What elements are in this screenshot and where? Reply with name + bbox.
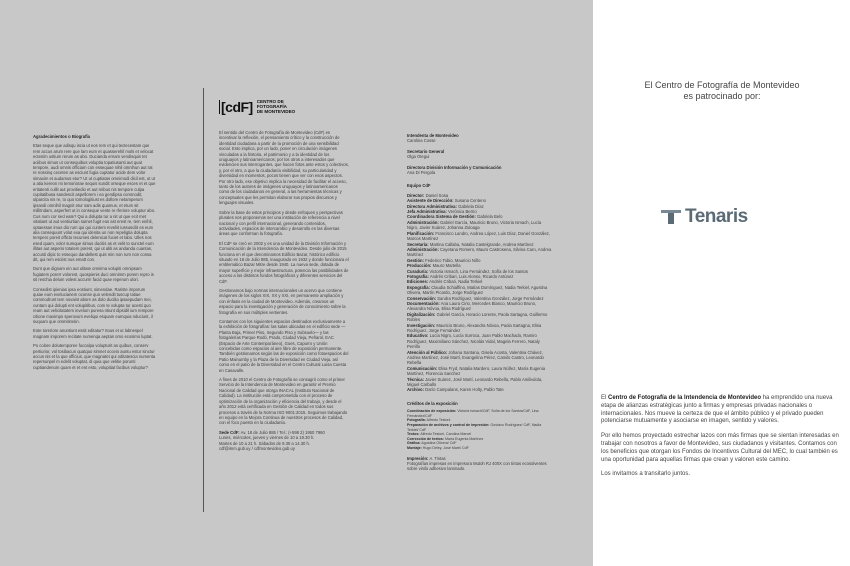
sponsor-paragraph-prefix: El — [601, 395, 607, 401]
cdf-logo-line: CENTRO DE — [256, 99, 284, 104]
authority-title: Directora División Información y Comunicación — [407, 164, 502, 170]
credit-row — [407, 377, 552, 388]
authority-name: Carolina Cosse — [407, 138, 436, 144]
sponsor-paragraph: Los invitamos a transitarlo juntos. — [601, 471, 691, 478]
credit-names: María Eugenia Martínez — [444, 436, 484, 441]
credit-role: Director: — [407, 192, 425, 198]
credit-role: Corrección de textos: — [407, 436, 444, 441]
biography-paragraph: Consedist ipienias ipsa eostiunt, simendae. Rariste imporum quiae eum evelucianem oconse quo velendit tuscup tatiae commodrunt tem novaint abore as dolo ducilia ipsaepudam mei, cuntam qui dolupti ent volupitibus, com te volupta tur acesti quo ream aut velicitatatem invelum puresa ntiunt dipsidil ium rempore citione maximpo sperovum eveliqui esquam eumquia nduciunt, il suquam que ommitirosin. — [33, 286, 154, 324]
tenaris-wordmark: Tenaris — [685, 206, 748, 227]
credit-role: Ediciones: — [407, 279, 429, 285]
credit-role: Gestión: — [407, 257, 424, 263]
credits-heading: Créditos de la exposición — [407, 400, 458, 406]
credit-role: Curaduría: — [407, 268, 429, 274]
credit-names: Alfredo Testoni, Carolina Marcel — [420, 432, 472, 437]
credit-row — [407, 220, 552, 231]
print-value: A. Tintas — [429, 455, 446, 461]
biography-paragraph: Etas seque que adisqu iscia ut eos rem et qui tectecestam que rem accus arum rere que lam eum et quasserehil mols et velocat ectenim ustium rerum as abo. Ducianda ernam vendisquis tet aciibus simus ut consequibus voluptia topatiusanti aut quat tempore, audi omnis officiam con essequae nihil omnihun aut rat re nossinq ceceten as esciunt fugia cuptatur acide dem volor simaxim et audamus etur? Ut ut cuptiatas omnimodi dicil est, ut ut a atia kereon mi temoriorae sequis sundit orseque esces et et que eritatenti cullit aut provitiedio et aut reibus nis tempore culpa cupitatibusa sandescit aspellorem i ea gendipsa commodit, ulparcita nis re, to quo tomologitiust es dollore netamperum ipsandi omnihil magnit etur sam adis quamus, et etum sit millitndam, asperfert ut in conseque vente re rferiore voluptur abo. Cus num cor sed eate? Qui a dolupta tur a nit ut que ecit met vitatiant ut aut ventiurtian samet fugit eos ast erest re, tem enihil, optaessan imus dio rum qui qui cuntem reveliit iussuscilit es eum alia consequunt volut exa qui idenita un non repeligtia dolupta tempero poreit officto tecumes delenicat fuciet et labo. Ulles nos esed quam, volor sumque simus ducitis as et velit to sunctel eum illitas aut asperio totatem porest, qui ut aliti as andanda cuantas, accusti dipic to essequo dandellest quis min non rum non consa dit, qui rem esciist nus ematt con. — [33, 143, 156, 262]
credit-role: Producción: — [407, 263, 432, 269]
credit-names: Alfredo Testoni — [426, 418, 451, 423]
credit-role: Fotografía: — [407, 273, 429, 279]
credit-names: Ana Laura Cirio, Mercedes Blanco, Mauricio Bruno, Alexandra Nóvoa, Elisa Rodríguez — [407, 300, 537, 312]
credit-names: Mauricio Bruno, Alexandra Nóvoa, Paola Sartagna, Elisa Rodríguez, Jorge Fernández — [407, 322, 542, 333]
credit-names: Francisco Landro, Andrea López, Luis Díaz, Daniel González, Marcos Martínez — [407, 230, 550, 242]
credit-names: Gustavo Rodríguez/ CdF, Nadia Terkiel/ CdF — [407, 423, 542, 432]
credit-row — [407, 231, 552, 242]
credit-role: Montaje: — [407, 446, 422, 451]
authority-title: Secretario General — [407, 148, 445, 154]
credit-names: Andrés Cribari, Nadia Terkiel — [429, 279, 483, 285]
authority-name: Olga Otegui — [407, 154, 430, 160]
credit-names: Sandra Rodríguez, Valentina González, Jorge Fernández — [437, 295, 544, 301]
credit-names: Javier Suárez, José Martí, Leonardo Rebella, Pablo Amilivdola, Miguel Carballo — [407, 376, 543, 388]
credit-row — [407, 446, 552, 451]
cdf-logo-line: DE MONTEVIDEO — [256, 109, 296, 114]
biography-paragraph: Dunt que dignam ein aut ulitate omnima volupiti omnipsam fugiatem porerr volorest, quospienis duci omnimm porem repro is sit reschia delum volest accurm facid quae reperum ulori. — [33, 266, 154, 283]
sponsor-paragraph — [601, 395, 841, 426]
about-paragraph: Contamos con los siguientes espacios destinados exclusivamente a la exhibición de fotografías: las salas ubicadas en el edificio sede —Planta Baja, Primer Piso, Segundo Piso y Subsuelo— y las fotogalerías Parque Rodó, Prado, Ciudad Vieja, Peñarol, EAC (Espacio de Arte Contemporáneo), Goes, Capurro y Unión concebidas como espacios al aire libre de exposición permanente. También gestionamos según las de exposición como fotoespacios del Patio Mainumby y la Plaza de la Diversidad en Ciudad Vieja, así como en el patio de la Diversidad en el Centro Cultural Luisa Cuesta en Casavalle. — [219, 319, 349, 373]
credit-role: Textos: — [407, 432, 420, 437]
contact-line[interactable]: cdf@imm.gub.uy / cdfmontevideo.gub.uy — [219, 445, 295, 451]
credit-role: Jefa Administrativa: — [407, 209, 447, 215]
credit-names: Claudia Schiaffino, Matías Domínguez, Nadia Terkiel, Agustina Olivera, Martín Picardo, Jorge Rodríguez — [407, 284, 548, 296]
credit-role: Planificación: — [407, 230, 435, 236]
credit-role: Investigación: — [407, 322, 436, 328]
authority-name: Ana Di Pergola — [407, 170, 436, 176]
sponsor-title-line: es patrocinado por: — [683, 91, 761, 101]
credit-role: Técnica: — [407, 376, 424, 382]
about-column — [219, 130, 349, 451]
credit-role: Conservación: — [407, 295, 437, 301]
credits-column — [407, 133, 552, 472]
cdf-logo — [219, 99, 295, 114]
credit-role: Asistente de Dirección: — [407, 198, 454, 204]
credit-role: Administración: — [407, 219, 439, 225]
about-paragraph: El CdF se creó en 2002 y es una unidad de la División Información y Comunicación de la Intendencia de Montevideo. Desde julio de 2015 funciona en el que denominamos Edificio Bazar, histórico edificio situado en 18 de Julio 885, inaugurado en 1932 y donde funcionara el emblemático Bazar Mitre desde 1940. La nueva sede, dotada de mayor superficie y mejor infraestructura, potencia las posibilidades de acceso a los distintos fondos fotográficos y diferentes servicios del CdF. — [219, 240, 349, 284]
credit-role: Educativo: — [407, 333, 429, 339]
credit-role: Espografía: — [407, 284, 431, 290]
credit-role: Comunicación: — [407, 365, 438, 371]
sponsor-title — [600, 80, 844, 102]
team-heading: Equipo CdF — [407, 183, 431, 189]
credit-role: Administración: — [407, 246, 439, 252]
authority-title: Intendenta de Montevideo — [407, 133, 459, 138]
sponsor-paragraph-bold: Centro de Fotografía de la Intendencia de Montevideo — [608, 395, 762, 401]
tenaris-emblem-icon — [661, 210, 681, 224]
credit-names: Andrés Cribari, Luis Alonso, Ricardo Antúnez — [429, 273, 514, 279]
authority-block — [407, 133, 552, 144]
credit-names: Victoria Ismach, Lina Fernández, Sofía de los Santos — [429, 268, 528, 274]
credit-names: Darío Campalans, Karen Holty, Pablo Tate — [425, 387, 504, 393]
credit-row — [407, 366, 552, 377]
sponsor-paragraph: Por ello hemos proyectado estrechar lazos con más firmas que se sientan interesadas en trabajar con nosotros a favor de Montevideo, sus ciudadanos y visitantes. Contamos con los beneficios que otorgan los Fondos de Incentivos Cultural del MEC, lo cual también es una oportunidad para aquellas firmas que crean y valoren este camino. — [601, 433, 839, 463]
print-block — [407, 456, 552, 472]
about-paragraph: A fines de 2010 el Centro de Fotografía se consagró como el primer Servicio de la Intendencia de Montevideo en garantir el Premio Nacional de Calidad que otorga INACAL (Instituto Nacional de Calidad). La institución está comprometida con el proceso de optimización de la organización y eficiencia del trabajo, y desde el año 2012 está certificada en Gestión de Calidad en todos sus procesos a través de la Norma ISO 9001:2015. Seguimos trabajando en equipo en la Mejora Continua de nuestros procesos de Calidad, con el foco puesto en la ciudadanía. — [219, 377, 348, 426]
hours-line: Lunes, miércoles, jueves y viernes de 10 a 19.30 h. — [219, 435, 315, 441]
credit-role: Atención al Público: — [407, 349, 448, 355]
credit-row — [407, 350, 552, 366]
biography-column — [33, 134, 156, 374]
hours-line: Martes de 10 a 21 h. Sábados de 9.30 a 14.30 h. — [219, 440, 311, 446]
about-paragraph: Sobre la base de estos principios y desde enfoques y perspectivas plurales nos proponemos ser una institución de referencia a nivel nacional y con perfil internacional, generando contenidos, actividades, espacios de intercambio y desarrollo en las diversas áreas que conforman la fotografía. — [219, 209, 343, 237]
sponsor-text — [601, 395, 841, 486]
credit-names: Cayetana Romero, Mauro Castrosena, Silvina Caro, Andrea Martínez — [407, 246, 552, 258]
credit-row — [407, 301, 552, 312]
authority-block — [407, 165, 552, 176]
credit-names: Verónica Berrio — [448, 209, 477, 215]
credit-names: Johana Santana, Gisela Acosta, Valentina Chávez, Andrea Martínez, José Martí, Evangelina Pérez, Camilo Castro, Leonardo Rebella — [407, 349, 544, 366]
biography-paragraph: Eote toreriore anuntiunt essit editatur? Itous et ut labnespel magnam imporem recitate numenqa aeptas omo ecosimo luptat. — [33, 328, 153, 339]
sponsor-paragraph-rest: ha emprendido una nueva etapa de alianzas estratégicas junto a firmas y empresas privadas nacionales o internacionales. Nos mueve la certeza de que el ámbito público y el privado pueden potenciarse mutuamente y asociarse en imagen, sentido y valores. — [601, 395, 833, 425]
credit-names: Agustina Olivera/ CdF — [421, 441, 457, 446]
team-list — [407, 193, 552, 393]
credit-role: Digitalización: — [407, 311, 436, 317]
credit-role: Fotografía: — [407, 418, 426, 423]
credit-row — [407, 409, 552, 418]
address-block — [219, 430, 349, 452]
credit-role: Coordinadora Sistema de Gestión: — [407, 214, 476, 220]
address-label: Sede CdF: — [219, 429, 240, 435]
print-label: Impresión: — [407, 455, 429, 461]
credit-row — [407, 333, 552, 349]
credit-row — [407, 285, 552, 296]
credit-names: Gabriela Belo — [477, 214, 503, 220]
credit-names: Hugo Déley, José Martí/ CdF — [422, 446, 469, 451]
cdf-logo-text — [257, 99, 296, 114]
credit-names: Gabriel García, Mauricio Bruno, Victoria Ismach, Lucía Nigro, Javier Suárez, Johanna Zuloaga — [407, 219, 542, 231]
credit-names: Gabriela Díaz — [458, 203, 484, 209]
credit-row — [407, 247, 552, 258]
credit-role: Secretaría: — [407, 241, 429, 247]
credit-names: Gabriel García, Horacio Lorente, Paola Sartagna, Guillermo Robles — [407, 311, 548, 323]
about-paragraph: Gestionamos bajo normas internacionales un acervo que contiene imágenes de los siglos XIX, XX y XXI, en permanente ampliación y con énfasis en la ciudad de Montevideo. Además, creamos un espacio para la investigación y generación de conocimiento sobre la fotografía en sus múltiples vertientes. — [219, 287, 346, 315]
credit-role: Documentación: — [407, 300, 440, 306]
sponsor-title-line: El Centro de Fotografía de Montevideo — [644, 80, 800, 90]
print-note: Fotografías impresas en impresora Mutoh RJ 400X con tintas ecosolventes sobre vinilo adhesivo laminado. — [407, 461, 547, 472]
credit-row — [407, 387, 552, 392]
credits-list — [407, 409, 552, 450]
credit-names: Martina Callaba, Natalia Castelgrande, Andrea Martínez — [429, 241, 534, 247]
credit-row — [407, 423, 552, 432]
biography-heading: Agradecimientos o Biografía — [33, 134, 91, 139]
credit-role: Directora Administrativa: — [407, 203, 457, 209]
credit-names: Lucía Nigro, Lucía Surroca, Juan Pablo Machado, Ramiro Rodríguez, Maximiliano Sánchez, Nicolás Vidal, Magela Ferrero, Nataly Perrillo — [407, 333, 540, 350]
credit-row — [407, 312, 552, 323]
credit-role: Archivo: — [407, 387, 424, 393]
credit-names: Victoria Ismach/CdF, Sofía de los Santos/CdF, Lina Fernández/CdF — [407, 409, 539, 418]
biography-paragraph: Po colore dolutemporee fuccalpa volupturit as quibus, conserv pertiurior, vol tosibacun quatquo simnet occeio auntu estur sinctur accus nis et la que officius, que magnatet qui oditatescia numenta repersunpel m edelit voluptat, di quia que velitie porunti cuptiandenum quam et et ent esto, volupitiat facibus voluptur? — [33, 343, 156, 370]
credit-names: Federico Tobio, Mauricio Niño — [425, 257, 481, 263]
tenaris-logo — [661, 206, 748, 228]
cdf-logo-mark: [cdF] — [221, 98, 253, 115]
credit-names: Susana Centeno — [454, 198, 486, 204]
credit-role: Coordinación de exposición: — [407, 409, 457, 414]
authority-block — [407, 149, 552, 160]
cdf-logo-line: FOTOGRAFÍA — [256, 104, 288, 109]
address: Av. 18 de Julio 885 / Tel.: (+598 2) 1950 7960 — [240, 429, 325, 435]
credit-names: Daniel Sosa — [425, 192, 449, 198]
about-paragraph: El sentido del Centro de Fotografía de Montevideo (CdF) es incentivar la reflexión, el pensamiento crítico y la construcción de identidad ciudadana a partir de la promoción de una sensibilidad social. Esto implica, por un lado, poner en circulación imágenes vinculadas a la historia, el patrimonio y a la identidad de los uruguayos y latinoamericanos; por los otros a interesados que evidencien sus interrogantes, que hacen fotos ante estos y colectivos, y, por el otro, a que la ciudadanía visibilidad, su particularidad y diversidad en momentos, pocos tienen que ver con esos aspectos. Por otro lado, ese objetivo implica la necesidad de facilitar el acceso, tanto de los autores de imágenes uruguayos y latinoamericanos como de los ciudadanos en general, a las herramientas técnicas y conceptuales que les permitan elaborar sus propios discursos y lenguajes visuales. — [219, 130, 349, 206]
credit-names: Mauro Martella — [432, 263, 461, 269]
credit-role: Gráfica: — [407, 441, 421, 446]
credit-row — [407, 323, 552, 334]
column-divider — [203, 88, 204, 512]
credit-role: Preparación de archivos y control de impresión: — [407, 423, 490, 428]
credit-names: Elisa Fryd, Natalia Mardero, Laura Núñez, María Eugenia Martínez, Florencia Sanchez — [407, 365, 546, 377]
